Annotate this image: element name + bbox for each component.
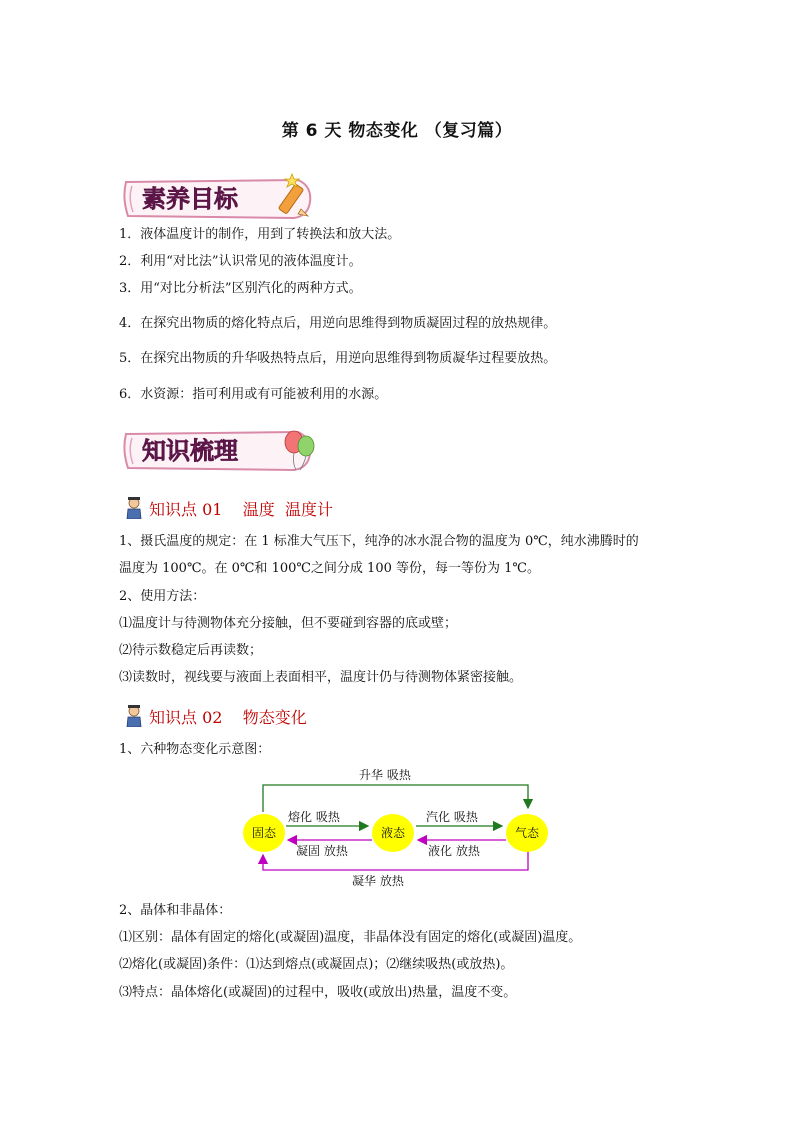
kp2-line-4: ⑶特点：晶体熔化(或凝固)的过程中，吸收(或放出)热量，温度不变。 — [119, 985, 517, 1000]
kp1-line-4: ⑴温度计与待测物体充分接触，但不要碰到容器的底或壁； — [119, 616, 458, 631]
page-title: 第 6 天 物态变化 （复习篇） — [281, 121, 513, 141]
goals-banner — [118, 172, 320, 224]
liquefaction-label: 液化 放热 — [428, 844, 480, 858]
solid-state-label: 固态 — [252, 826, 277, 840]
freezing-label: 凝固 放热 — [296, 844, 348, 858]
goal-4: 4．在探究出物质的熔化特点后，用逆向思维得到物质凝固过程的放热规律。 — [119, 316, 557, 331]
kp1-heading-text: 知识点 01 温度 温度计 — [149, 499, 333, 519]
goal-1: 1．液体温度计的制作，用到了转换法和放大法。 — [119, 227, 401, 242]
goal-5: 5．在探究出物质的升华吸热特点后，用逆向思维得到物质凝华过程要放热。 — [119, 351, 557, 366]
goal-6: 6．水资源：指可利用或有可能被利用的水源。 — [119, 387, 388, 402]
melting-label: 熔化 吸热 — [288, 810, 340, 824]
liquid-state-label: 液态 — [381, 826, 406, 840]
kp2-line-1: 2、晶体和非晶体： — [119, 903, 232, 918]
kp1-line-2: 温度为 100℃。在 0℃和 100℃之间分成 100 等份，每一等份为 1℃。 — [119, 561, 540, 576]
kp2-intro: 1、六种物态变化示意图： — [119, 742, 271, 757]
sublimation-arrow — [263, 785, 528, 812]
goal-3: 3．用“对比分析法”区别汽化的两种方式。 — [119, 281, 362, 296]
knowledge-banner-label: 知识梳理 — [142, 437, 238, 465]
kp2-heading — [125, 702, 307, 730]
kp2-heading-text: 知识点 02 物态变化 — [149, 707, 307, 727]
kp1-heading — [125, 494, 333, 522]
knowledge-banner — [118, 424, 320, 476]
deposition-label: 凝华 放热 — [352, 874, 404, 888]
scholar-icon — [125, 497, 143, 519]
kp1-line-1: 1、摄氏温度的规定：在 1 标准大气压下，纯净的冰水混合物的温度为 0℃，纯水沸腾时的 — [119, 534, 639, 549]
kp1-line-5: ⑵待示数稳定后再读数； — [119, 643, 263, 658]
vaporization-label: 汽化 吸热 — [426, 810, 478, 824]
goal-2: 2．利用“对比法”认识常见的液体温度计。 — [119, 254, 362, 269]
scholar-icon — [125, 705, 143, 727]
kp2-line-2: ⑴区别：晶体有固定的熔化(或凝固)温度，非晶体没有固定的熔化(或凝固)温度。 — [119, 930, 582, 945]
kp1-line-6: ⑶读数时，视线要与液面上表面相平，温度计仍与待测物体紧密接触。 — [119, 670, 523, 685]
kp1-line-3: 2、使用方法： — [119, 589, 206, 604]
goals-banner-label: 素养目标 — [142, 185, 238, 213]
phase-change-diagram — [240, 764, 560, 894]
sublimation-label: 升华 吸热 — [359, 768, 411, 782]
kp2-line-3: ⑵熔化(或凝固)条件：⑴达到熔点(或凝固点)；⑵继续吸热(或放热)。 — [119, 957, 514, 972]
gas-state-label: 气态 — [515, 826, 540, 840]
